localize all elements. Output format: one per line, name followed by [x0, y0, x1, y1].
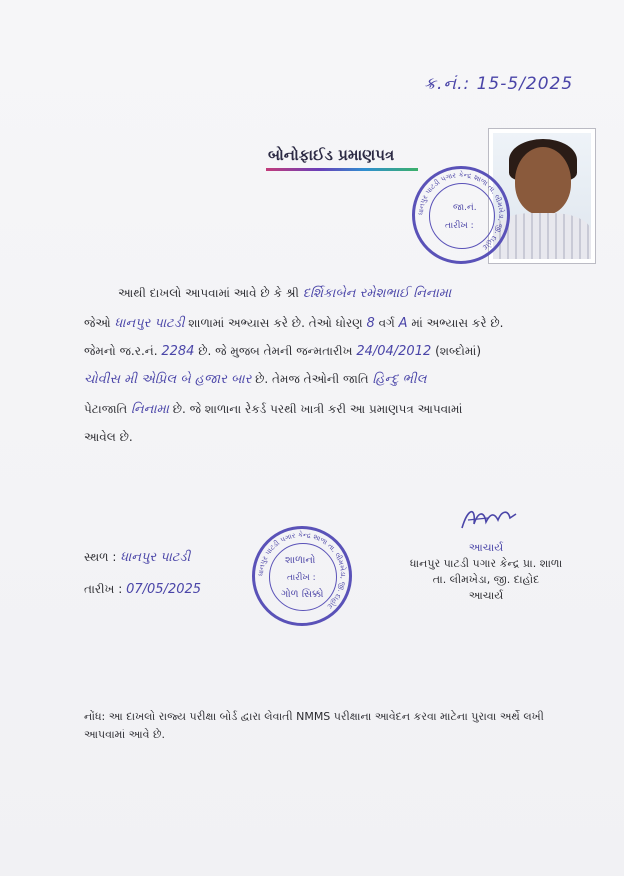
subcaste-value: નિનામા	[131, 402, 169, 417]
school-stamp-line3: ગોળ સિક્કો	[281, 589, 324, 600]
school-stamp-line1: શાળાનો	[285, 555, 316, 566]
principal-block	[408, 540, 564, 604]
text-line-2: જેઓ ધાનપુર પાટડી શાળામાં અભ્યાસ કરે છે. તેઓ ધોરણ 8 વર્ગ A માં અભ્યાસ કરે છે.	[84, 316, 504, 331]
text-line-6: આવેલ છે.	[84, 430, 133, 444]
gr-number: 2284	[161, 344, 195, 359]
photo-frame	[493, 133, 591, 259]
text-line-1: આથી દાખલો આપવામાં આવે છે કે શ્રી દર્શિકાબેન રમેશભાઈ નિનામા	[118, 286, 452, 301]
place-value: ધાનપુર પાટડી	[120, 550, 191, 565]
school-name: ધાનપુર પાટડી	[114, 316, 185, 331]
text-line-3: જેમનો જ.ર.નં. 2284 છે. જે મુજબ તેમની જન્મતારીખ 24/04/2012 (શબ્દોમાં)	[84, 344, 482, 359]
school-stamp-line2: તારીખ :	[287, 573, 316, 583]
stamp-date-label: તારીખ :	[445, 221, 474, 231]
text-line-4: ચોવીસ મી એપ્રિલ બે હજાર બાર છે. તેમજ તેઓની જાતિ હિન્દુ ભીલ	[84, 372, 427, 387]
title-underline	[266, 168, 418, 171]
principal-school: ધાનપુર પાટડી પગાર કેન્દ્ર પ્રા. શાળા	[409, 557, 563, 570]
reference-number: ક્ર.નં.: 15-5/2025	[424, 74, 574, 94]
certificate-note: નોંધ: આ દાખલો રાજ્ય પરીક્ષા બોર્ડ દ્વારા લેવાતી NMMS પરીક્ષાના આવેદન કરવા માટેના પુરાવા અર્થે લખી આપવામાં આવે છે.	[84, 710, 544, 741]
student-name: દર્શિકાબેન રમેશભાઈ નિનામા	[302, 286, 452, 301]
stamp-inner-ring	[429, 183, 495, 249]
principal-signature	[458, 504, 520, 534]
photo-face-shape	[515, 147, 571, 215]
date-field: તારીખ : 07/05/2025	[84, 582, 202, 597]
caste-value: હિન્દુ ભીલ	[372, 372, 427, 387]
office-stamp-top	[412, 166, 510, 264]
division-value: A	[398, 316, 408, 331]
principal-role-top: આચાર્ય	[468, 541, 504, 554]
school-round-stamp	[252, 526, 352, 626]
date-value: 07/05/2025	[126, 582, 202, 597]
birth-date: 24/04/2012	[356, 344, 432, 359]
svg-text:ધાનપુર પાટડી પગાર કેન્દ્ર શાળા: ધાનપુર પાટડી પગાર કેન્દ્ર શાળા તા. લીમખેડા, જી. દાહોદ	[256, 530, 348, 611]
certificate-title: બોનોફાઈડ પ્રમાણપત્ર	[268, 146, 395, 164]
birth-date-words: ચોવીસ મી એપ્રિલ બે હજાર બાર	[84, 372, 252, 387]
principal-role: આચાર્ય	[468, 589, 504, 602]
place-field: સ્થળ : ધાનપુર પાટડી	[84, 550, 191, 565]
text-line-5: પેટાજાતિ નિનામા છે. જે શાળાના રેકર્ડ પરથી ખાત્રી કરી આ પ્રમાણપત્ર આપવામાં	[84, 402, 463, 417]
principal-address: તા. લીમખેડા, જી. દાહોદ	[432, 573, 540, 586]
svg-text:ધાનપુર પાટડી પગાર કેન્દ્ર શાળા: ધાનપુર પાટડી પગાર કેન્દ્ર શાળા તા. લીમખેડા, જી. દાહોદ	[416, 170, 506, 252]
standard-value: 8	[366, 316, 375, 331]
stamp-ref-label: જા.નં.	[453, 203, 477, 213]
